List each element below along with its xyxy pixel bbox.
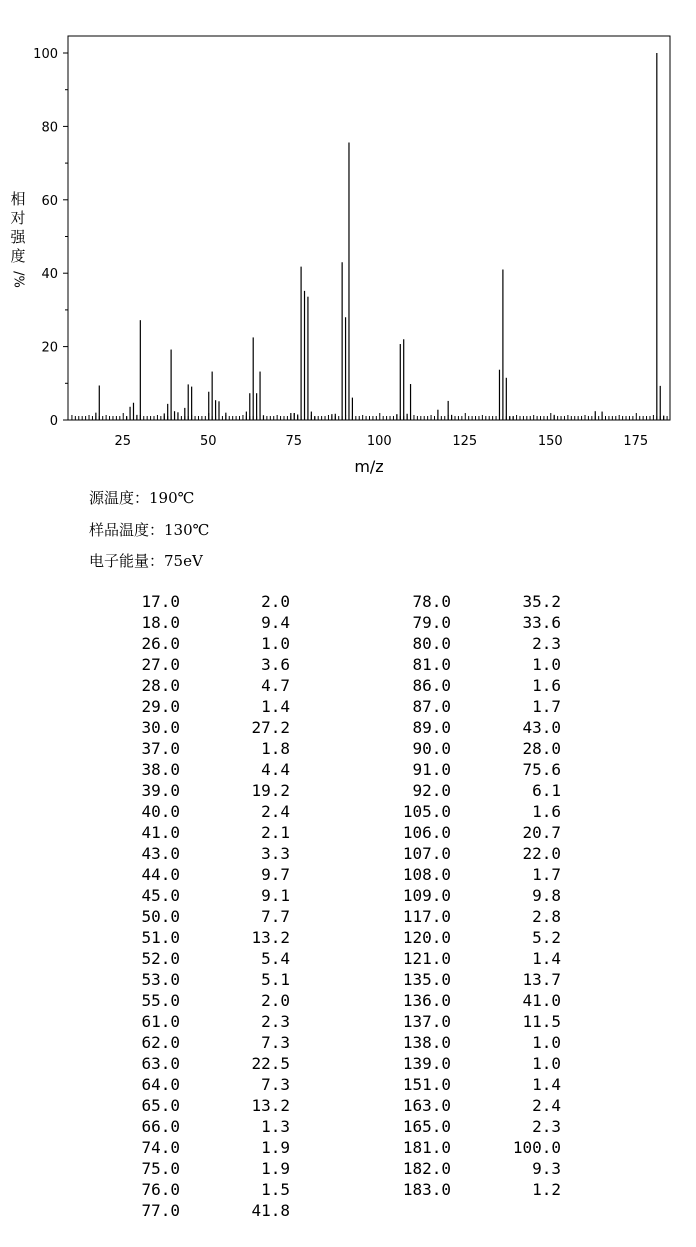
peak-intensity: 75.6	[522, 760, 561, 779]
peak-row	[0, 864, 696, 885]
peak-intensity: 1.6	[532, 802, 561, 821]
peak-intensity: 1.3	[261, 1117, 290, 1136]
peak-mz: 91.0	[412, 760, 451, 779]
x-tick-label: 150	[537, 434, 563, 449]
peak-mz: 163.0	[402, 1096, 451, 1115]
peak-intensity: 33.6	[522, 613, 561, 632]
peak-mz: 105.0	[402, 802, 451, 821]
peak-intensity: 1.0	[532, 1054, 561, 1073]
peak-intensity: 9.8	[532, 886, 561, 905]
peak-mz: 27.0	[141, 655, 180, 674]
peak-row	[0, 1053, 696, 1074]
peak-intensity: 3.3	[261, 844, 290, 863]
peak-row	[0, 1200, 696, 1221]
x-tick-label: 25	[114, 434, 132, 449]
peak-intensity: 3.6	[261, 655, 290, 674]
peak-intensity: 1.4	[532, 1075, 561, 1094]
peak-intensity: 28.0	[522, 739, 561, 758]
peak-intensity: 35.2	[522, 592, 561, 611]
y-axis-label-char: 对	[10, 209, 26, 227]
peak-row	[0, 1011, 696, 1032]
peak-intensity: 1.7	[532, 697, 561, 716]
peak-row	[0, 885, 696, 906]
peak-intensity: 1.4	[261, 697, 290, 716]
peak-mz: 108.0	[402, 865, 451, 884]
peak-intensity: 2.4	[532, 1096, 561, 1115]
peak-mz: 30.0	[141, 718, 180, 737]
peak-intensity: 9.3	[532, 1159, 561, 1178]
y-axis-label-unit: /%	[10, 271, 26, 288]
peak-intensity: 41.8	[251, 1201, 290, 1220]
peak-mz: 87.0	[412, 697, 451, 716]
peak-intensity: 1.0	[532, 1033, 561, 1052]
peak-mz: 37.0	[141, 739, 180, 758]
peak-intensity: 2.3	[532, 634, 561, 653]
peak-mz: 28.0	[141, 676, 180, 695]
peak-intensity: 13.2	[251, 928, 290, 947]
peak-mz: 138.0	[402, 1033, 451, 1052]
peak-mz: 52.0	[141, 949, 180, 968]
peak-mz: 38.0	[141, 760, 180, 779]
x-tick-label: 125	[452, 434, 478, 449]
y-tick-label: 20	[41, 340, 58, 356]
x-tick-label: 175	[623, 434, 649, 449]
y-axis-label-char: 度	[10, 247, 26, 265]
x-axis-label: m/z	[354, 457, 384, 476]
peak-mz: 29.0	[141, 697, 180, 716]
peak-row	[0, 591, 696, 612]
peak-intensity: 5.2	[532, 928, 561, 947]
peak-intensity: 1.8	[261, 739, 290, 758]
y-tick-label: 80	[41, 120, 58, 136]
peak-mz: 135.0	[402, 970, 451, 989]
electron-energy-label: 电子能量：	[89, 552, 165, 570]
peak-intensity: 2.1	[261, 823, 290, 842]
peak-mz: 109.0	[402, 886, 451, 905]
peak-mz: 43.0	[141, 844, 180, 863]
peak-intensity: 2.3	[532, 1117, 561, 1136]
peak-mz: 44.0	[141, 865, 180, 884]
peak-intensity: 4.7	[261, 676, 290, 695]
peak-row	[0, 1032, 696, 1053]
peak-row	[0, 1116, 696, 1137]
peak-intensity: 22.0	[522, 844, 561, 863]
peak-mz: 120.0	[402, 928, 451, 947]
peak-mz: 183.0	[402, 1180, 451, 1199]
peak-intensity: 1.0	[532, 655, 561, 674]
peak-mz: 40.0	[141, 802, 180, 821]
peak-mz: 45.0	[141, 886, 180, 905]
y-axis	[33, 47, 68, 429]
peak-intensity: 22.5	[251, 1054, 290, 1073]
peak-mz: 121.0	[402, 949, 451, 968]
peak-row	[0, 1158, 696, 1179]
peak-row	[0, 738, 696, 759]
peak-mz: 39.0	[141, 781, 180, 800]
peak-row	[0, 843, 696, 864]
peak-intensity: 4.4	[261, 760, 290, 779]
peak-intensity: 7.7	[261, 907, 290, 926]
peak-intensity: 1.4	[532, 949, 561, 968]
peak-intensity: 2.8	[532, 907, 561, 926]
sample-temperature-value: 130℃	[164, 521, 210, 539]
peak-intensity: 1.9	[261, 1138, 290, 1157]
peak-row	[0, 696, 696, 717]
x-tick-label: 75	[285, 434, 303, 449]
source-temperature-label: 源温度：	[89, 489, 150, 507]
peak-intensity: 43.0	[522, 718, 561, 737]
peak-mz: 89.0	[412, 718, 451, 737]
peak-mz: 74.0	[141, 1138, 180, 1157]
sample-temperature	[89, 519, 209, 540]
peak-intensity: 1.5	[261, 1180, 290, 1199]
peak-intensity: 9.1	[261, 886, 290, 905]
peak-row	[0, 1095, 696, 1116]
peak-mz: 77.0	[141, 1201, 180, 1220]
sample-temperature-label: 样品温度：	[89, 521, 165, 539]
peak-intensity: 2.0	[261, 991, 290, 1010]
y-tick-label: 40	[41, 267, 58, 283]
peak-mz: 92.0	[412, 781, 451, 800]
peak-row	[0, 1074, 696, 1095]
peak-mz: 51.0	[141, 928, 180, 947]
peak-mz: 66.0	[141, 1117, 180, 1136]
peak-intensity: 1.7	[532, 865, 561, 884]
peak-row	[0, 948, 696, 969]
peak-mz: 55.0	[141, 991, 180, 1010]
x-tick-label: 50	[199, 434, 217, 449]
peak-intensity: 20.7	[522, 823, 561, 842]
y-tick-label: 0	[49, 414, 58, 429]
peak-mz: 139.0	[402, 1054, 451, 1073]
peak-mz: 181.0	[402, 1138, 451, 1157]
peak-mz: 117.0	[402, 907, 451, 926]
peak-mz: 151.0	[402, 1075, 451, 1094]
peak-mz: 61.0	[141, 1012, 180, 1031]
peak-mz: 26.0	[141, 634, 180, 653]
y-axis-label-char: 相	[10, 190, 26, 208]
peak-mz: 18.0	[141, 613, 180, 632]
peak-mz: 62.0	[141, 1033, 180, 1052]
peak-mz: 65.0	[141, 1096, 180, 1115]
peak-mz: 79.0	[412, 613, 451, 632]
peak-mz: 80.0	[412, 634, 451, 653]
peak-row	[0, 759, 696, 780]
peak-intensity: 2.0	[261, 592, 290, 611]
peak-mz: 41.0	[141, 823, 180, 842]
peak-intensity: 5.1	[261, 970, 290, 989]
peak-mz: 75.0	[141, 1159, 180, 1178]
peak-mz: 106.0	[402, 823, 451, 842]
peak-mz: 165.0	[402, 1117, 451, 1136]
peak-intensity: 2.4	[261, 802, 290, 821]
peak-mz: 86.0	[412, 676, 451, 695]
peak-mz: 50.0	[141, 907, 180, 926]
peak-mz: 107.0	[402, 844, 451, 863]
y-axis-label	[8, 190, 28, 289]
peak-row	[0, 780, 696, 801]
peak-intensity: 9.4	[261, 613, 290, 632]
peak-intensity: 1.9	[261, 1159, 290, 1178]
peak-intensity: 7.3	[261, 1033, 290, 1052]
peak-row	[0, 1179, 696, 1200]
peak-mz: 81.0	[412, 655, 451, 674]
peak-intensity: 5.4	[261, 949, 290, 968]
y-tick-label: 60	[41, 193, 58, 209]
peak-row	[0, 990, 696, 1011]
electron-energy	[89, 550, 203, 571]
peak-intensity: 6.1	[532, 781, 561, 800]
peak-row	[0, 675, 696, 696]
peak-mz: 53.0	[141, 970, 180, 989]
peak-intensity: 1.2	[532, 1180, 561, 1199]
peak-intensity: 2.3	[261, 1012, 290, 1031]
peak-mz: 136.0	[402, 991, 451, 1010]
peak-intensity: 27.2	[251, 718, 290, 737]
peak-intensity: 100.0	[512, 1138, 561, 1157]
peak-mz: 63.0	[141, 1054, 180, 1073]
peak-mz: 76.0	[141, 1180, 180, 1199]
peak-row	[0, 801, 696, 822]
y-tick-label: 100	[33, 47, 58, 62]
mass-spectrum-chart	[0, 0, 696, 480]
peak-intensity: 7.3	[261, 1075, 290, 1094]
peak-intensity: 9.7	[261, 865, 290, 884]
peak-row	[0, 927, 696, 948]
peak-intensity: 13.2	[251, 1096, 290, 1115]
peak-mz: 64.0	[141, 1075, 180, 1094]
plot-frame	[68, 36, 670, 420]
peak-row	[0, 633, 696, 654]
peak-mz: 182.0	[402, 1159, 451, 1178]
peak-row	[0, 612, 696, 633]
y-axis-label-char: 强	[10, 228, 26, 246]
source-temperature-value: 190℃	[149, 489, 195, 507]
x-axis	[72, 413, 667, 449]
peak-mz: 78.0	[412, 592, 451, 611]
x-tick-label: 100	[366, 434, 392, 449]
electron-energy-value: 75eV	[164, 552, 203, 570]
peak-intensity: 41.0	[522, 991, 561, 1010]
peak-row	[0, 1137, 696, 1158]
peak-bars	[96, 53, 664, 420]
peak-row	[0, 969, 696, 990]
peak-row	[0, 654, 696, 675]
peak-intensity: 19.2	[251, 781, 290, 800]
peak-intensity: 13.7	[522, 970, 561, 989]
peak-mz: 90.0	[412, 739, 451, 758]
peak-intensity: 11.5	[522, 1012, 561, 1031]
peak-mz: 17.0	[141, 592, 180, 611]
peak-mz: 137.0	[402, 1012, 451, 1031]
peak-row	[0, 822, 696, 843]
peak-intensity: 1.0	[261, 634, 290, 653]
source-temperature	[89, 487, 194, 508]
peak-intensity: 1.6	[532, 676, 561, 695]
peak-row	[0, 717, 696, 738]
peak-row	[0, 906, 696, 927]
